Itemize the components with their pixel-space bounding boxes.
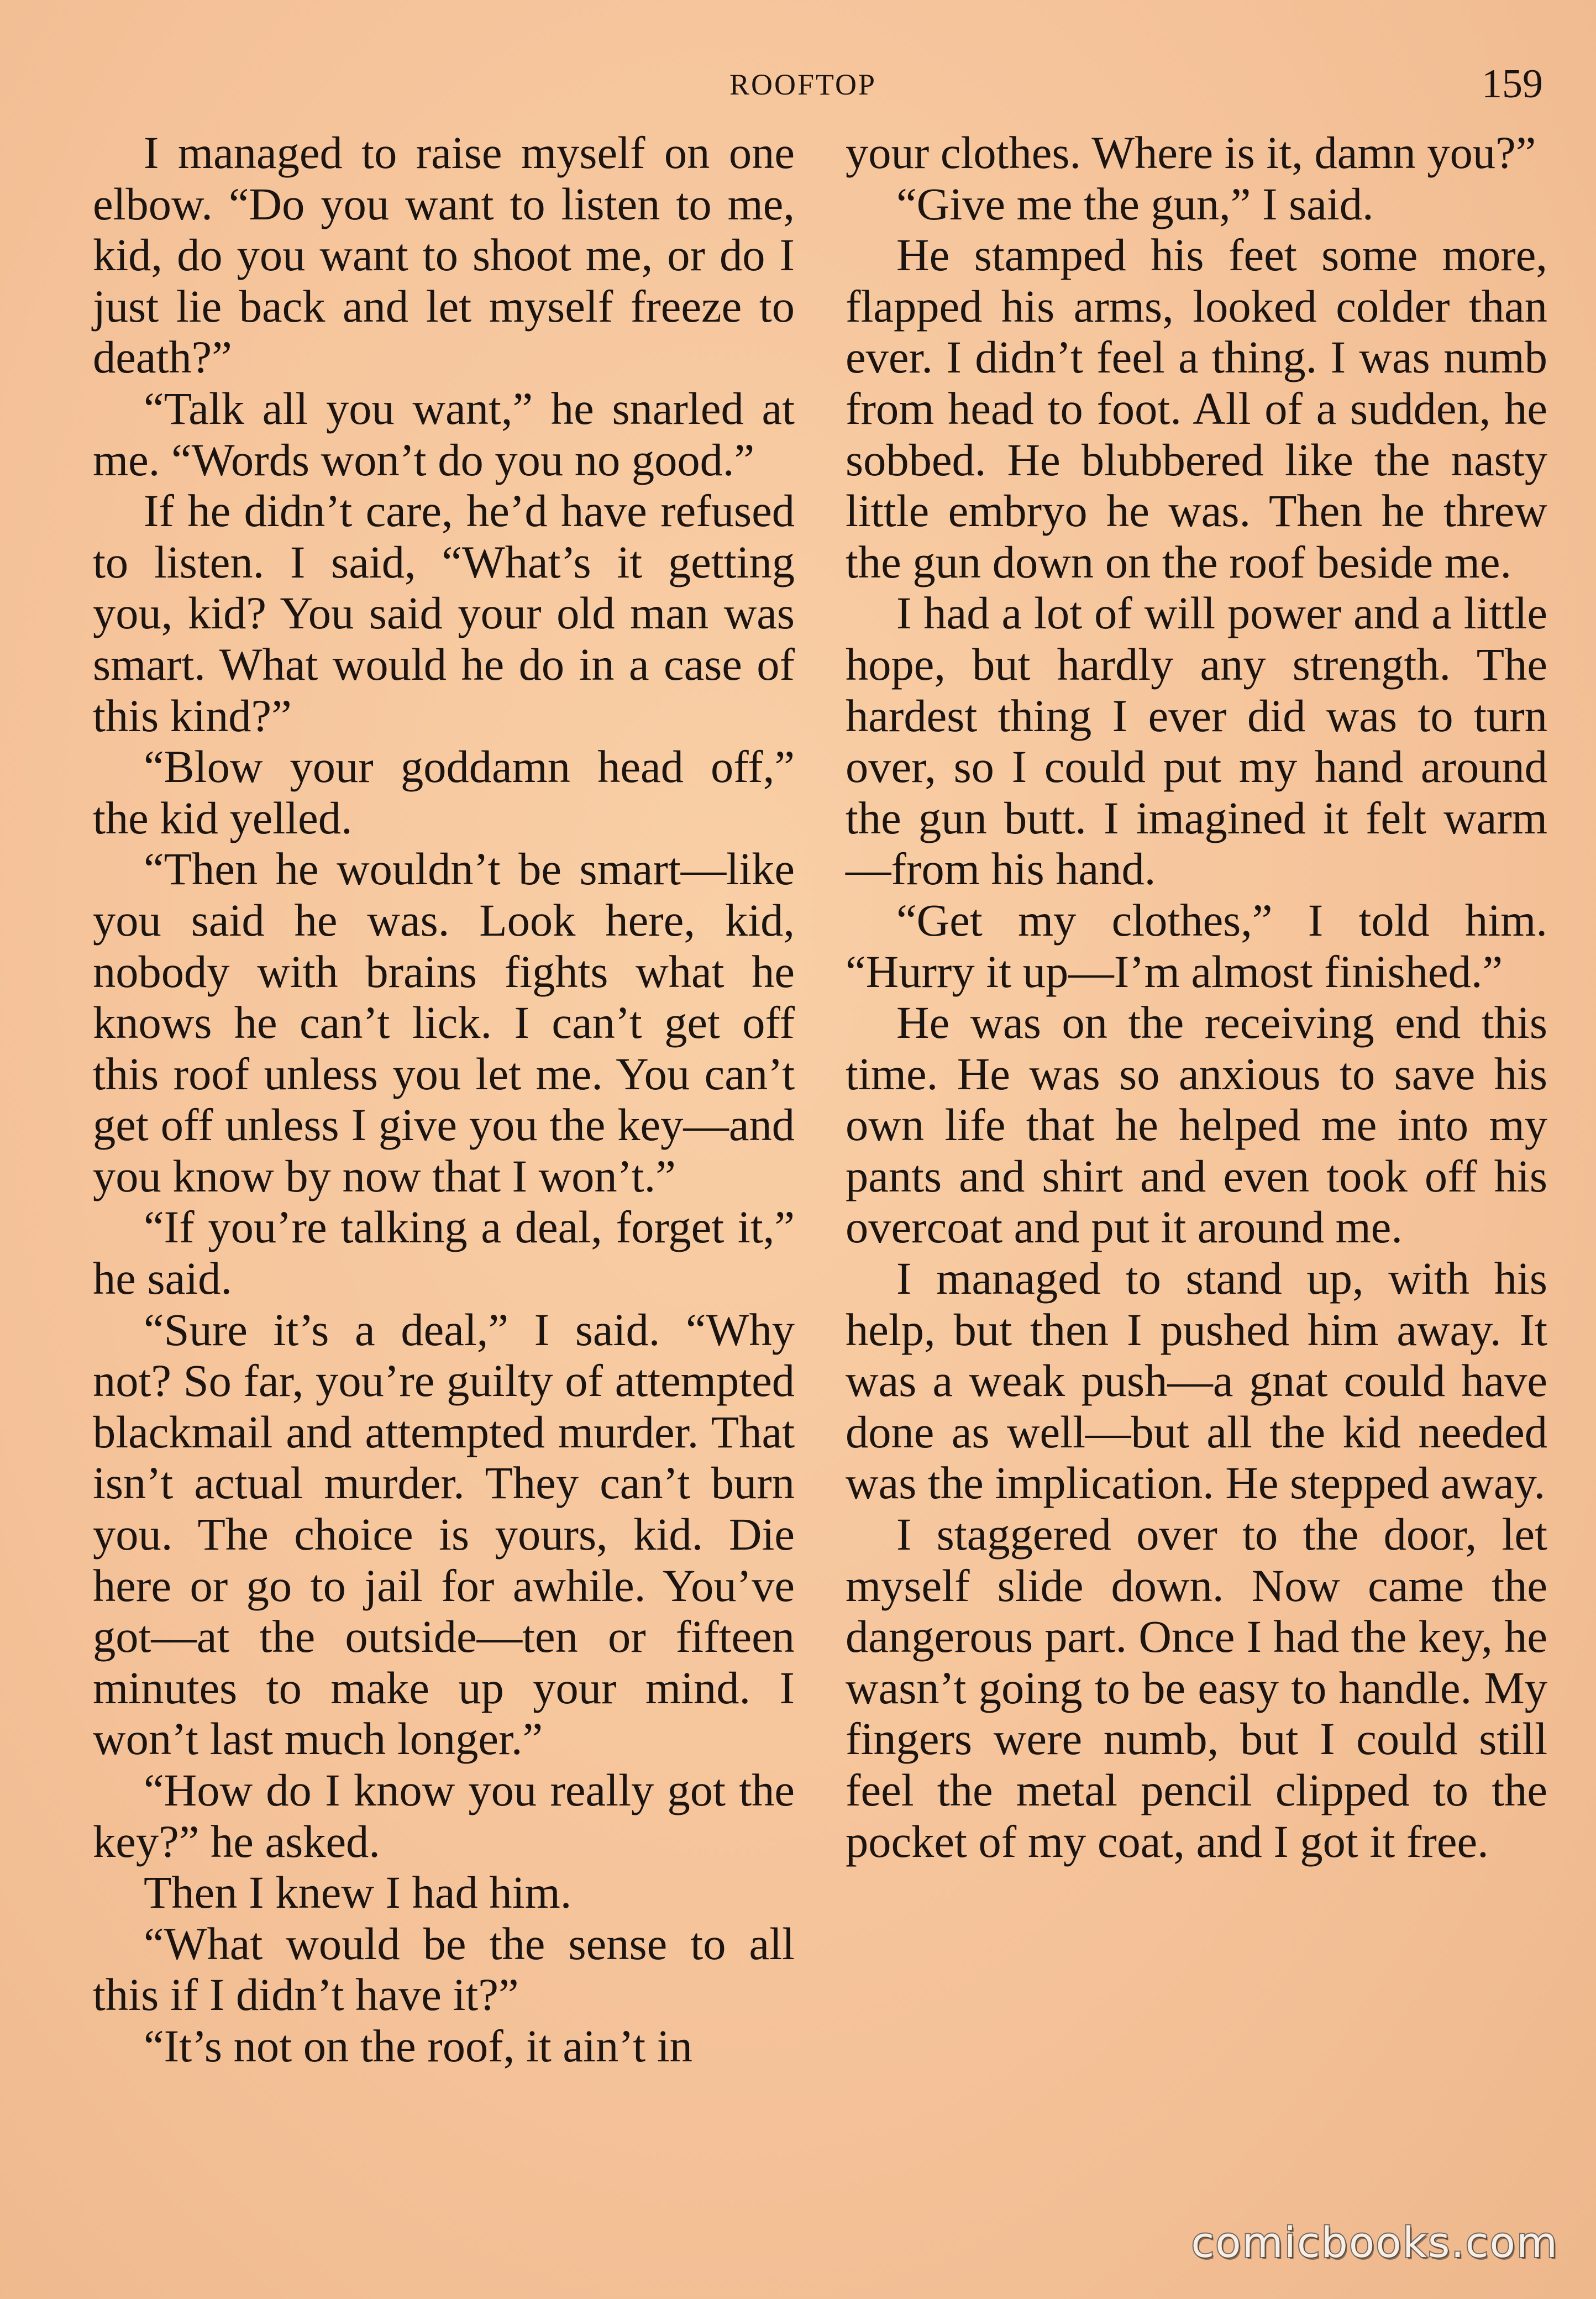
paragraph: I had a lot of will power and a little hope, but hardly any strength. The hardest thing I ever did was to turn over, so I could put my hand around the gun butt. I imagined it felt warm—from his hand. xyxy=(846,587,1547,895)
paragraph: “How do I know you really got the key?” he asked. xyxy=(93,1765,795,1867)
paragraph: “If you’re talking a deal, forget it,” he said. xyxy=(93,1201,795,1304)
left-text-column xyxy=(93,127,795,2072)
paragraph: “What would be the sense to all this if I didn’t have it?” xyxy=(93,1918,795,2020)
paragraph: “Give me the gun,” I said. xyxy=(896,178,1374,229)
paragraph: “It’s not on the roof, it ain’t in xyxy=(144,2020,692,2071)
paragraph: He was on the receiving end this time. He was so anxious to save his own life that he helped me into my pants and shirt and even took off his overcoat and put it around me. xyxy=(846,997,1547,1253)
running-head: ROOFTOP xyxy=(729,68,877,101)
paragraph: I managed to stand up, with his help, but then I pushed him away. It was a weak push—a gnat could have done as well—but all the kid needed was the implication. He stepped away. xyxy=(846,1253,1547,1509)
paragraph: If he didn’t care, he’d have refused to listen. I said, “What’s it getting you, kid? You said your old man was smart. What would he do in a case of this kind?” xyxy=(93,485,795,741)
paragraph: I staggered over to the door, let myself slide down. Now came the dangerous part. Once I had the key, he wasn’t going to be easy to handle. My fingers were numb, but I could still feel the metal pencil clipped to the pocket of my coat, and I got it free. xyxy=(846,1509,1547,1867)
watermark-logo: comicbooks.com xyxy=(1191,2218,1558,2267)
paragraph: I managed to raise myself on one elbow. “Do you want to listen to me, kid, do you want to shoot me, or do I just lie back and let myself freeze to death?” xyxy=(93,127,795,383)
paragraph: Then I knew I had him. xyxy=(144,1867,572,1918)
paragraph: “Sure it’s a deal,” I said. “Why not? So far, you’re guilty of attempted blackmail and attempted murder. That isn’t actual murder. They can’t burn you. The choice is yours, kid. Die here or go to jail for awhile. You’ve got—at the outside—ten or fifteen minutes to make up your mind. I won’t last much longer.” xyxy=(93,1304,795,1765)
paragraph: your clothes. Where is it, damn you?” xyxy=(846,127,1536,178)
paragraph: “Blow your goddamn head off,” the kid yelled. xyxy=(93,741,795,843)
paragraph: “Then he wouldn’t be smart—like you said he was. Look here, kid, nobody with brains fights what he knows he can’t lick. I can’t get off this roof unless you let me. You can’t get off unless I give you the key—and you know by now that I won’t.” xyxy=(93,843,795,1201)
page-number: 159 xyxy=(1482,61,1543,107)
paragraph: He stamped his feet some more, flapped his arms, looked colder than ever. I didn’t feel a thing. I was numb from head to foot. All of a sudden, he sobbed. He blubbered like the nasty little embryo he was. Then he threw the gun down on the roof beside me. xyxy=(846,229,1547,587)
page-header xyxy=(0,61,1596,116)
right-text-column xyxy=(846,127,1547,1867)
paragraph: “Talk all you want,” he snarled at me. “Words won’t do you no good.” xyxy=(93,382,795,485)
paragraph: “Get my clothes,” I told him. “Hurry it up—I’m almost finished.” xyxy=(846,894,1547,997)
